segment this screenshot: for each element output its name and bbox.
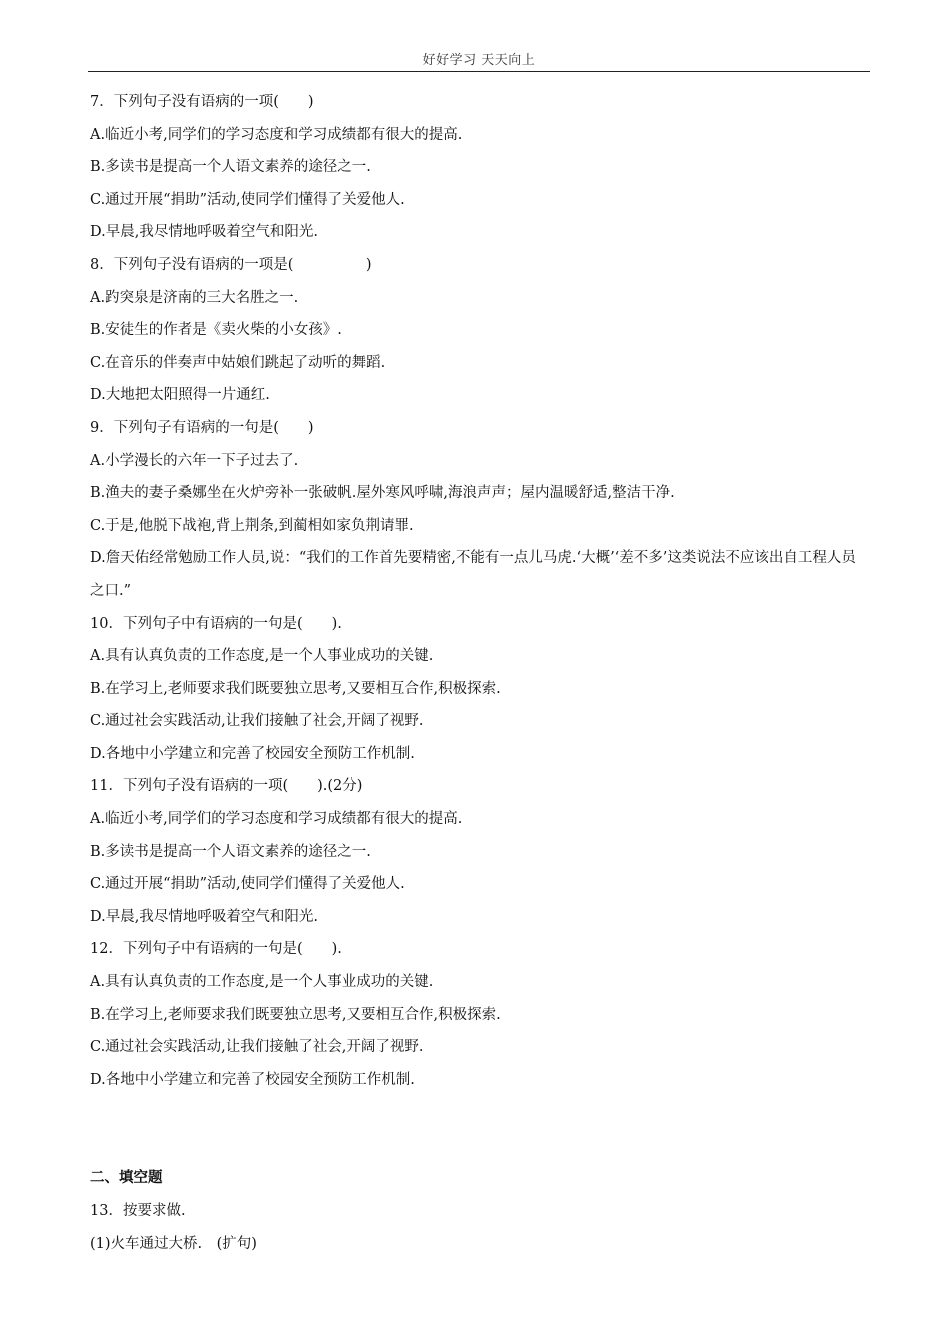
option-d: D.早晨,我尽情地呼吸着空气和阳光. xyxy=(90,224,318,241)
option-c: C.通过开展“捐助”活动,使同学们懂得了关爱他人. xyxy=(90,876,405,893)
option-b: B.在学习上,老师要求我们既要独立思考,又要相互合作,积极探索. xyxy=(90,1006,501,1023)
question-stem: 7．下列句子没有语病的一项( ) xyxy=(90,94,314,110)
option-a: A.趵突泉是济南的三大名胜之一. xyxy=(90,289,299,306)
document-body xyxy=(90,86,870,1260)
option-d: D.大地把太阳照得一片通红. xyxy=(90,387,270,404)
question-11 xyxy=(90,770,870,933)
question-stem: 11．下列句子没有语病的一项( ).(2分) xyxy=(90,778,363,795)
option-c: C.在音乐的伴奏声中姑娘们跳起了动听的舞蹈. xyxy=(90,354,386,371)
option-c: C.通过社会实践活动,让我们接触了社会,开阔了视野. xyxy=(90,1039,424,1056)
question-8 xyxy=(90,249,870,412)
question-7 xyxy=(90,86,870,249)
section-spacer xyxy=(90,1096,870,1162)
option-b: B.多读书是提高一个人语文素养的途径之一. xyxy=(90,843,371,860)
option-b: B.在学习上,老师要求我们既要独立思考,又要相互合作,积极探索. xyxy=(90,680,501,697)
section-fill-in xyxy=(90,1162,870,1260)
question-stem: 10．下列句子中有语病的一句是( ). xyxy=(90,615,342,632)
option-d: D.各地中小学建立和完善了校园安全预防工作机制. xyxy=(90,745,415,762)
question-stem: 8．下列句子没有语病的一项是( ) xyxy=(90,256,372,273)
question-12 xyxy=(90,933,870,1096)
question-13-item-1: (1)火车通过大桥. (扩句) xyxy=(90,1235,257,1252)
option-b: B.安徒生的作者是《卖火柴的小女孩》. xyxy=(90,322,342,339)
question-13-stem: 13．按要求做. xyxy=(90,1203,186,1219)
option-c: C.通过开展“捐助”活动,使同学们懂得了关爱他人. xyxy=(90,191,405,208)
option-c: C.通过社会实践活动,让我们接触了社会,开阔了视野. xyxy=(90,713,424,730)
option-a: A.具有认真负责的工作态度,是一个人事业成功的关键. xyxy=(90,648,434,665)
header-motto: 好好学习 天天向上 xyxy=(422,53,536,68)
option-b: B.渔夫的妻子桑娜坐在火炉旁补一张破帆.屋外寒风呼啸,海浪声声；屋内温暖舒适,整洁干净. xyxy=(90,485,675,502)
option-b: B.多读书是提高一个人语文素养的途径之一. xyxy=(90,159,371,176)
page-header xyxy=(88,49,870,72)
option-d: D.各地中小学建立和完善了校园安全预防工作机制. xyxy=(90,1071,415,1088)
option-a: A.临近小考,同学们的学习态度和学习成绩都有很大的提高. xyxy=(90,811,463,828)
section-title: 二、填空题 xyxy=(90,1170,163,1187)
question-stem: 12．下列句子中有语病的一句是( ). xyxy=(90,941,342,958)
question-9 xyxy=(90,412,870,608)
question-10 xyxy=(90,608,870,771)
option-a: A.小学漫长的六年一下子过去了. xyxy=(90,452,299,469)
option-d: D.早晨,我尽情地呼吸着空气和阳光. xyxy=(90,908,318,925)
option-a: A.临近小考,同学们的学习态度和学习成绩都有很大的提高. xyxy=(90,126,463,143)
question-stem: 9．下列句子有语病的一句是( ) xyxy=(90,419,314,436)
option-a: A.具有认真负责的工作态度,是一个人事业成功的关键. xyxy=(90,974,434,991)
option-c: C.于是,他脱下战袍,背上荆条,到蔺相如家负荆请罪. xyxy=(90,517,414,534)
option-d: D.詹天佑经常勉励工作人员,说：“我们的工作首先要精密,不能有一点儿马虎.‘大概’‘差不多’这类说法不应该出自工程人员之口.” xyxy=(90,550,856,599)
